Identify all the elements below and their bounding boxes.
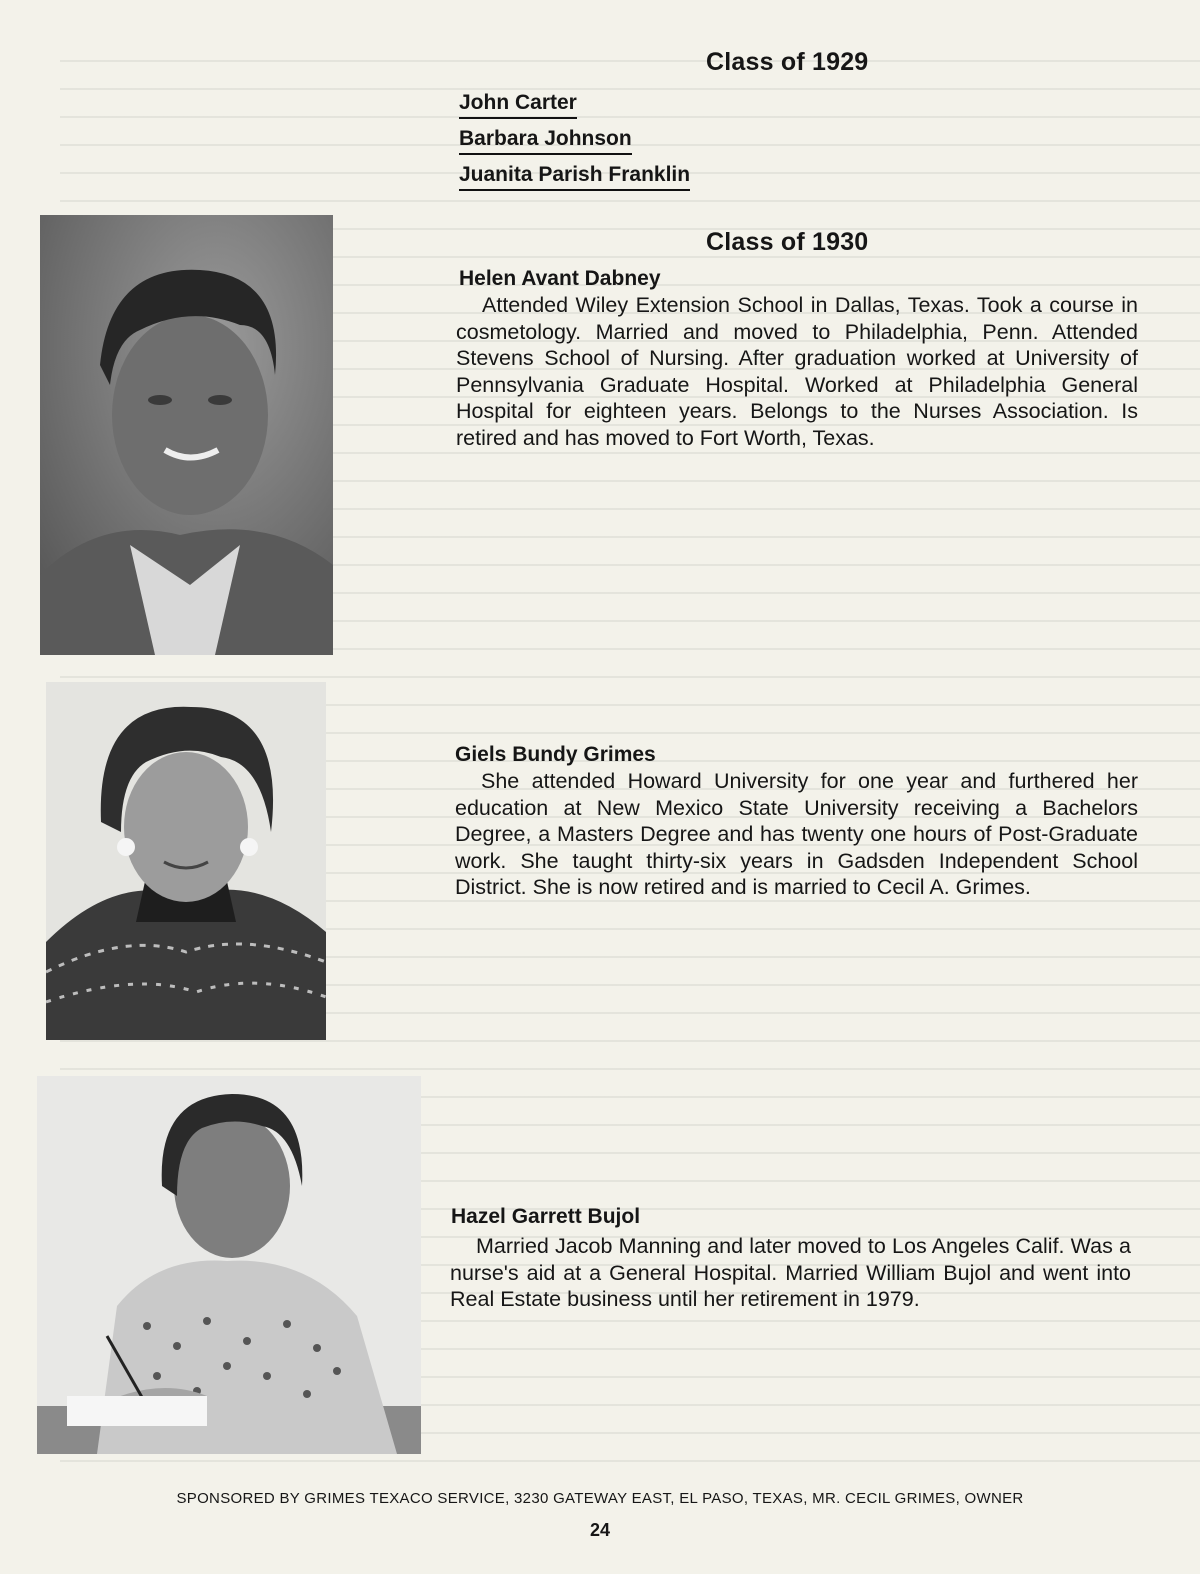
profile-bio: Married Jacob Manning and later moved to Los Angeles Calif. Was a nurse's aid at a General Hospital. Married William Bujol and went into Real Estate business until her retirement in 1979.	[450, 1234, 1131, 1312]
profile-name: Hazel Garrett Bujol	[451, 1205, 641, 1228]
portrait-photo	[37, 1076, 421, 1454]
member-name: John Carter	[459, 90, 577, 119]
member-name: Juanita Parish Franklin	[459, 162, 690, 191]
class-1930-heading: Class of 1930	[706, 228, 869, 256]
sponsor-footer: SPONSORED BY GRIMES TEXACO SERVICE, 3230 GATEWAY EAST, EL PASO, TEXAS, MR. CECIL GRIMES, OWNER	[176, 1490, 1024, 1507]
profile-name: Helen Avant Dabney	[459, 267, 661, 290]
profile-bio: Attended Wiley Extension School in Dallas, Texas. Took a course in cosmetology. Married and moved to Philadelphia, Penn. Attended Stevens School of Nursing. After graduation worked at University of Pennsylvania Graduate Hospital. Worked at Philadelphia General Hospital for eighteen years. Belongs to the Nurses Association. Is retired and has moved to Fort Worth, Texas.	[456, 293, 1138, 450]
profile-name: Giels Bundy Grimes	[455, 743, 656, 766]
class-1929-heading: Class of 1929	[706, 48, 869, 76]
profile-bio: She attended Howard University for one year and furthered her education at New Mexico State University receiving a Bachelors Degree, a Masters Degree and has twenty one hours of Post-Graduate work. She taught thirty-six years in Gadsden Independent School District. She is now retired and is married to Cecil A. Grimes.	[455, 769, 1138, 900]
page-number: 24	[589, 1520, 611, 1540]
portrait-photo	[46, 682, 326, 1040]
member-name: Barbara Johnson	[459, 126, 632, 155]
portrait-photo	[40, 215, 333, 655]
